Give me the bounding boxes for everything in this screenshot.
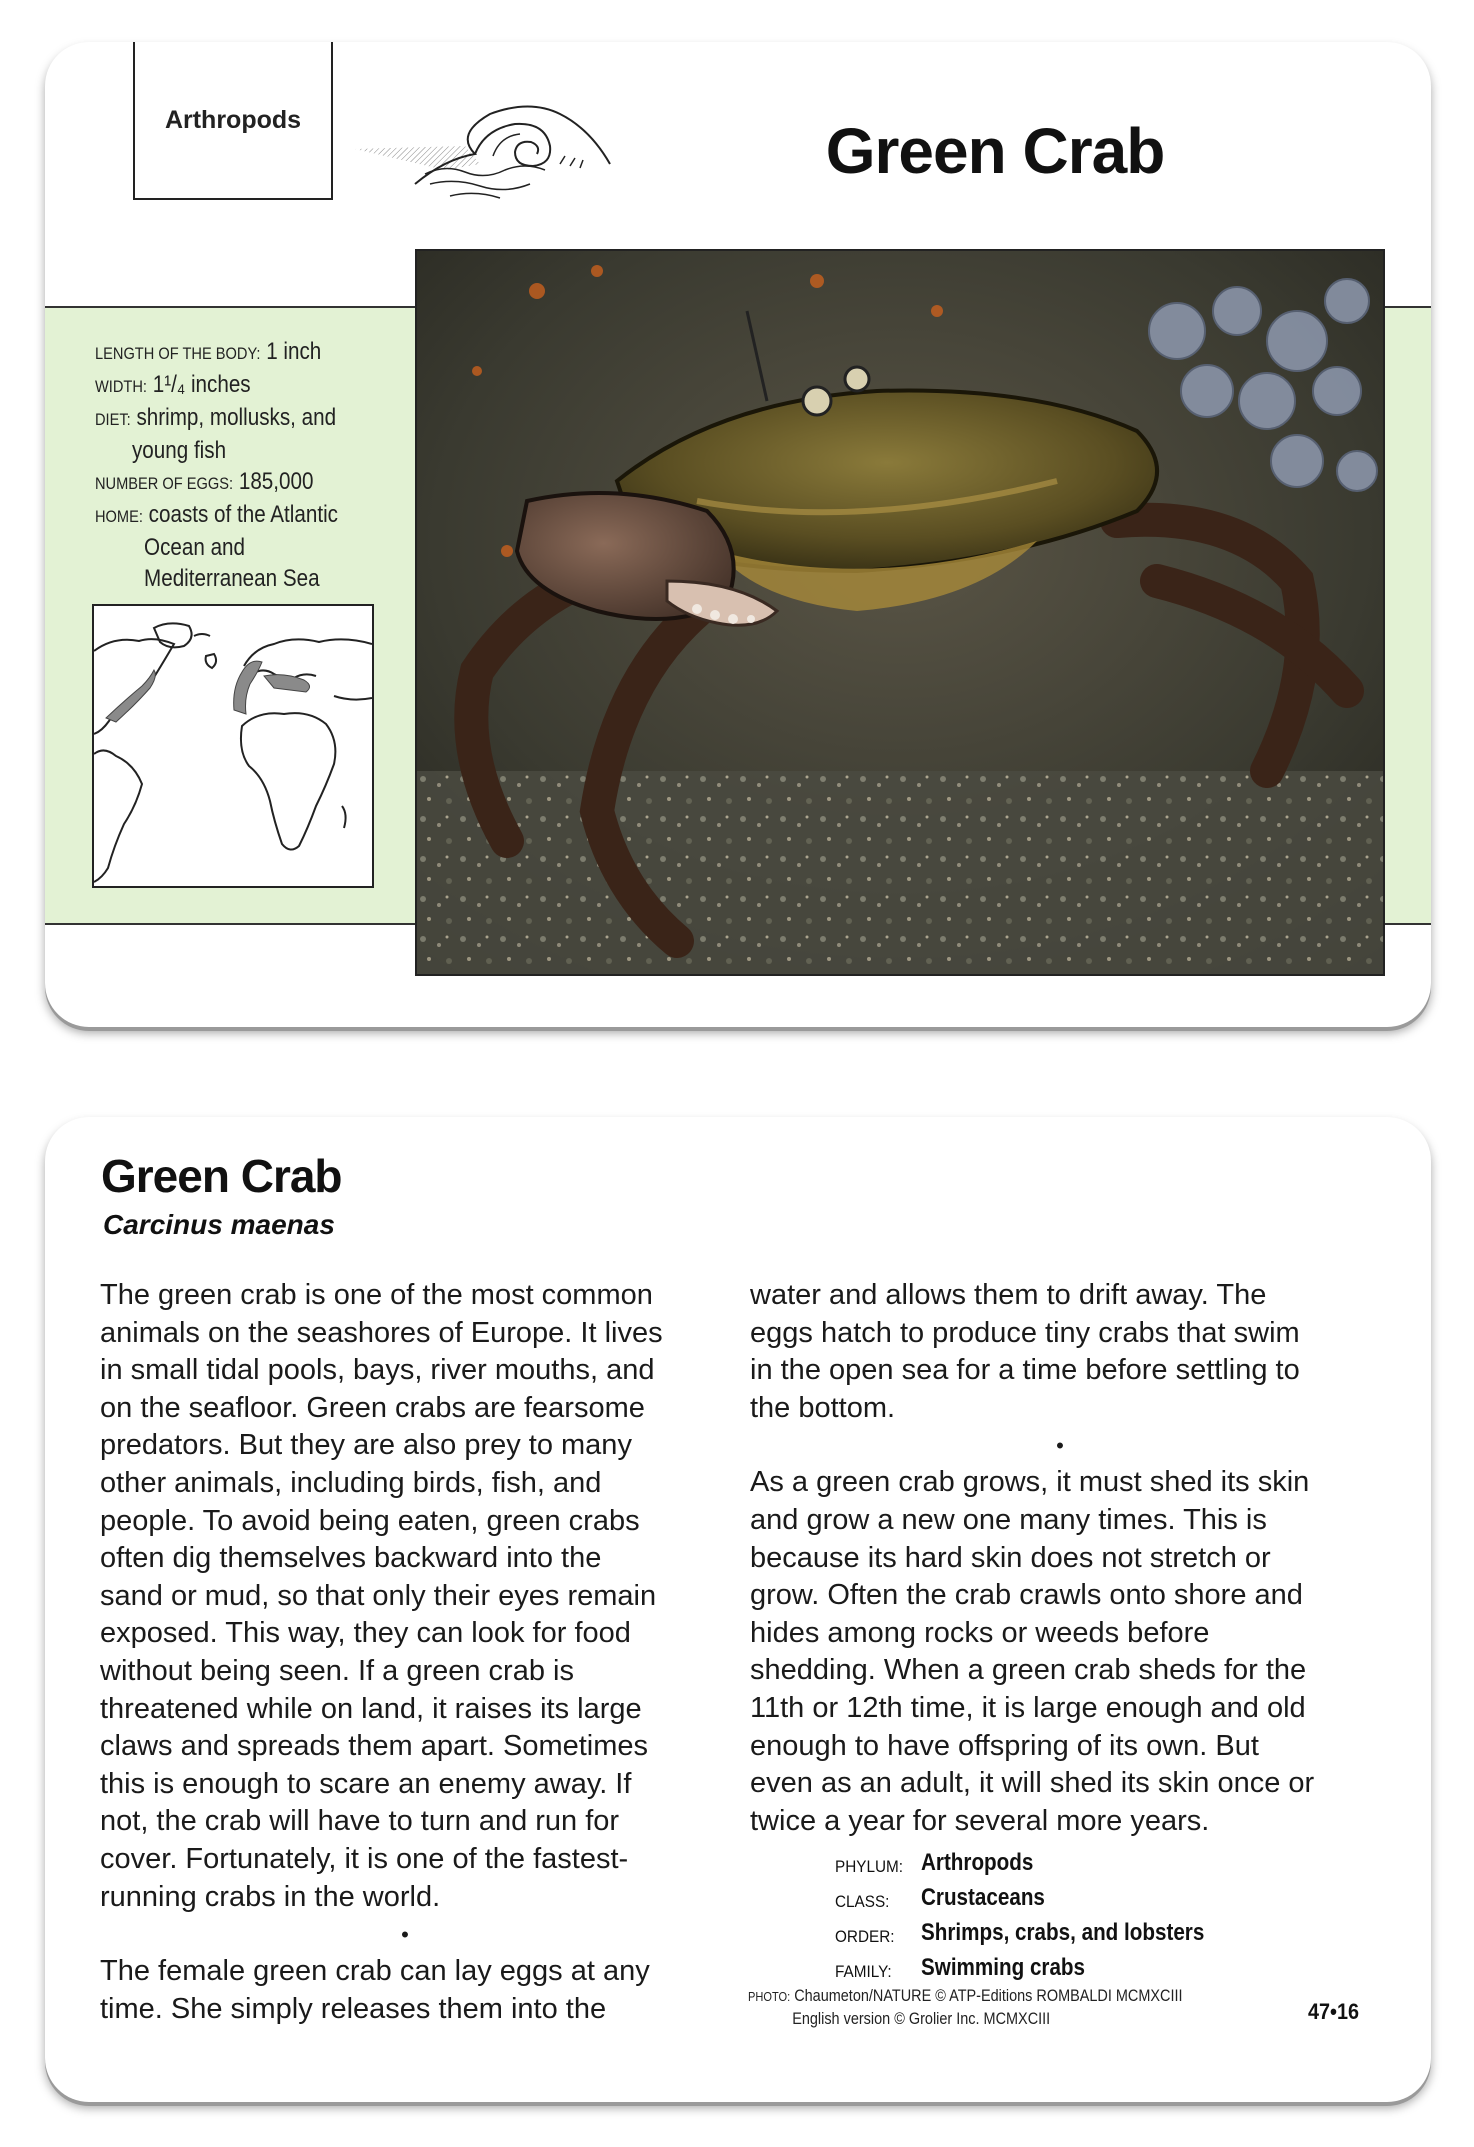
- text-line: twice a year for several more years.: [750, 1804, 1210, 1837]
- card-number: 47•16: [1308, 1999, 1359, 2024]
- fact-length: LENGTH OF THE BODY: 1 inch: [95, 338, 322, 365]
- text-line: people. To avoid being eaten, green crabs: [100, 1504, 640, 1537]
- fact-diet: DIET: shrimp, mollusks, and: [95, 404, 337, 431]
- front-card: [45, 42, 1431, 1027]
- text-line: not, the crab will have to turn and run for: [100, 1805, 620, 1838]
- fact-list: [95, 336, 425, 594]
- text-line: animals on the seashores of Europe. It lives: [100, 1316, 663, 1349]
- text-line: The green crab is one of the most common: [100, 1279, 653, 1311]
- text-line: The female green crab can lay eggs at any: [100, 1955, 650, 1988]
- taxonomy-table: [835, 1847, 1250, 1987]
- text-line: 11th or 12th time, it is large enough and old: [750, 1691, 1306, 1724]
- crab-photo: [415, 249, 1385, 976]
- fact-home: HOME: coasts of the Atlantic: [95, 501, 338, 528]
- text-line: shedding. When a green crab sheds for the: [750, 1654, 1307, 1687]
- world-map-icon: [94, 606, 372, 886]
- text-line: often dig themselves backward into the: [100, 1542, 602, 1575]
- scientific-name: Carcinus maenas: [103, 1209, 335, 1240]
- text-line: even as an adult, it will shed its skin once or: [750, 1767, 1315, 1800]
- text-line: hides among rocks or weeds before: [750, 1616, 1210, 1649]
- taxonomy-row: ORDER: Shrimps, crabs, and lobsters: [835, 1919, 1205, 1946]
- separator-dot: •: [1056, 1433, 1064, 1459]
- left-paragraph-2: [100, 1953, 710, 2028]
- back-card: [45, 1117, 1431, 2102]
- text-line: enough to have offspring of its own. But: [750, 1729, 1259, 1762]
- text-line: eggs hatch to produce tiny crabs that swim: [750, 1316, 1300, 1349]
- category-label: Arthropods: [164, 105, 302, 134]
- text-line: exposed. This way, they can look for food: [100, 1617, 631, 1650]
- photo-credits: PHOTO: Chaumeton/NATURE © ATP-Editions ROMBALDI MCMXCIII English version © Grolier Inc. MCMXCIII: [748, 1986, 1183, 2028]
- back-title: Green Crab: [101, 1150, 342, 1202]
- left-paragraph-1: [100, 1277, 710, 1916]
- fact-width: WIDTH: 1¹/₄ inches: [95, 371, 251, 398]
- taxonomy-row: PHYLUM: Arthropods: [835, 1849, 1034, 1876]
- text-line: time. She simply releases them into the: [100, 1992, 607, 2025]
- fact-home-cont-2: Mediterranean Sea: [144, 565, 320, 592]
- text-line: because its hard skin does not stretch or: [750, 1541, 1271, 1574]
- text-line: running crabs in the world.: [100, 1880, 441, 1913]
- text-line: As a green crab grows, it must shed its skin: [750, 1466, 1310, 1499]
- text-line: on the seafloor. Green crabs are fearsome: [100, 1391, 645, 1424]
- text-line: this is enough to scare an enemy away. If: [100, 1767, 632, 1800]
- text-line: without being seen. If a green crab is: [100, 1654, 574, 1687]
- text-line: threatened while on land, it raises its large: [100, 1692, 642, 1725]
- taxonomy-row: FAMILY: Swimming crabs: [835, 1954, 1086, 1981]
- fact-diet-cont: young fish: [131, 437, 227, 464]
- separator-dot: •: [401, 1922, 409, 1948]
- wave-icon: [355, 104, 685, 214]
- text-line: grow. Often the crab crawls onto shore and: [750, 1579, 1303, 1612]
- left-column: [100, 1277, 710, 2028]
- fact-eggs: NUMBER OF EGGS: 185,000: [95, 468, 314, 495]
- text-line: cover. Fortunately, it is one of the fastest-: [100, 1842, 629, 1875]
- fact-home-cont-1: Ocean and: [144, 534, 246, 561]
- range-map: [92, 604, 374, 888]
- text-line: the bottom.: [750, 1391, 896, 1424]
- category-box: [133, 42, 333, 200]
- text-line: sand or mud, so that only their eyes remain: [100, 1579, 657, 1612]
- text-line: claws and spreads them apart. Sometimes: [100, 1730, 649, 1763]
- crab-illustration: [417, 251, 1383, 974]
- right-column: [750, 1277, 1370, 1840]
- front-title: Green Crab: [825, 115, 1165, 187]
- taxonomy-row: CLASS: Crustaceans: [835, 1884, 1045, 1911]
- right-paragraph-2: [750, 1464, 1370, 1840]
- text-line: predators. But they are also prey to many: [100, 1429, 632, 1462]
- text-line: water and allows them to drift away. The: [750, 1279, 1267, 1311]
- text-line: in the open sea for a time before settling to: [750, 1354, 1300, 1387]
- text-line: other animals, including birds, fish, and: [100, 1466, 602, 1499]
- text-line: in small tidal pools, bays, river mouths, and: [100, 1354, 655, 1387]
- right-paragraph-1: [750, 1277, 1370, 1427]
- text-line: and grow a new one many times. This is: [750, 1503, 1267, 1536]
